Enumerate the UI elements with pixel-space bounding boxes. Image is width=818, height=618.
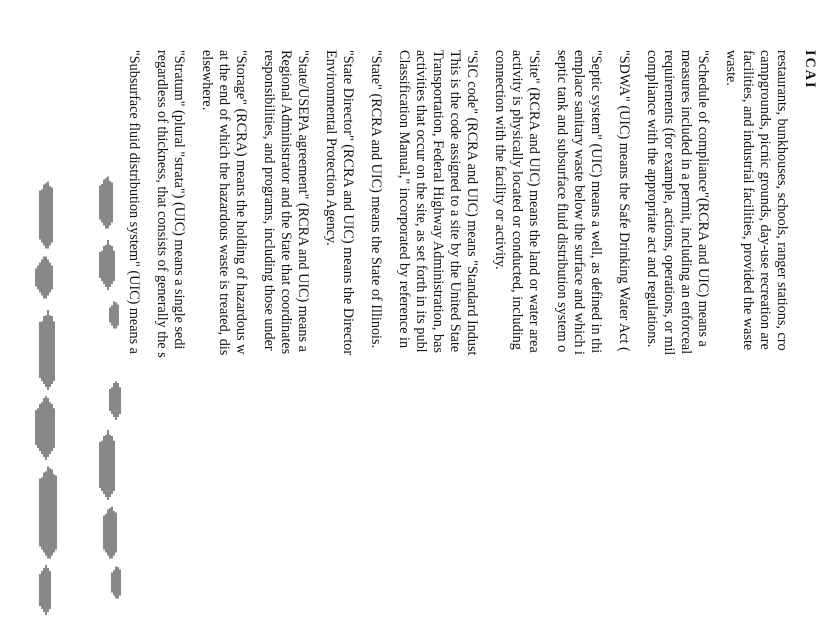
- text-line: requirements (for example, actions, operations, or mil: [661, 50, 677, 356]
- text-line: Transportation, Federal Highway Administration, bas: [430, 50, 446, 353]
- text-line: septic tank and subsurface fluid distribution system o: [554, 50, 570, 353]
- text-line: Environmental Protection Agency.: [323, 50, 339, 246]
- text-line: compliance with the appropriate act and regulations.: [644, 50, 660, 348]
- text-line: Regional Administrator and the State that coordinates: [278, 50, 294, 355]
- text-line: "State" (RCRA and UIC) means the State of Illinois.: [368, 50, 384, 349]
- text-line: at the end of which the hazardous waste is treated, dis: [216, 50, 232, 356]
- text-line: "Storage" (RCRA) means the holding of hazardous w: [233, 50, 249, 355]
- text-line: waste.: [723, 50, 739, 86]
- text-line: "State/USEPA agreement" (RCRA and UIC) means a: [295, 50, 311, 352]
- text-line: activity is physically located or conducted, including: [509, 50, 525, 350]
- text-line: "SDWA" (UIC) means the Safe Drinking Water Act (: [616, 50, 632, 352]
- text-line: activities that occur on the site, as set forth in its publ: [413, 50, 429, 353]
- text-line: facilities, and industrial facilities, provided the waste: [740, 50, 756, 351]
- text-line: regardless of thickness, that consists of generally the s: [154, 50, 170, 358]
- text-line: restaurants, bunkhouses, schools, ranger stations, cro: [774, 50, 790, 351]
- text-line: This is the code assigned to a site by the United State: [447, 50, 463, 353]
- text-line: "SIC code" (RCRA and UIC) means "Standard Indust: [464, 50, 480, 356]
- text-line: "Site" (RCRA and UIC) means the land or water area: [526, 50, 542, 353]
- text-line: "Septic system" (UIC) means a well, as defined in thi: [588, 50, 604, 354]
- text-line: "Stratum" (plural "strata") (UIC) means a single sedi: [171, 50, 187, 350]
- text-line: Classification Manual," incorporated by reference in: [396, 50, 412, 349]
- text-line: "Subsurface fluid distribution system" (UIC) means a: [126, 50, 142, 354]
- text-line: emplace sanitary waste below the surface and which i: [571, 50, 587, 355]
- text-line: measures included in a permit, including an enforceal: [678, 50, 694, 355]
- rotated-document-text: [125, 50, 818, 610]
- running-header: ICAI: [802, 50, 818, 90]
- text-line: responsibilities, and programs, including those under: [261, 50, 277, 351]
- text-line: "State Director" (RCRA and UIC) means the Director: [340, 50, 356, 356]
- text-line: elsewhere.: [199, 50, 215, 111]
- text-line: connection with the facility or activity.: [492, 50, 508, 270]
- text-line: "Schedule of compliance"(RCRA and UIC) means a: [695, 50, 711, 347]
- text-line: campgrounds, picnic grounds, day-use recreation are: [757, 50, 773, 350]
